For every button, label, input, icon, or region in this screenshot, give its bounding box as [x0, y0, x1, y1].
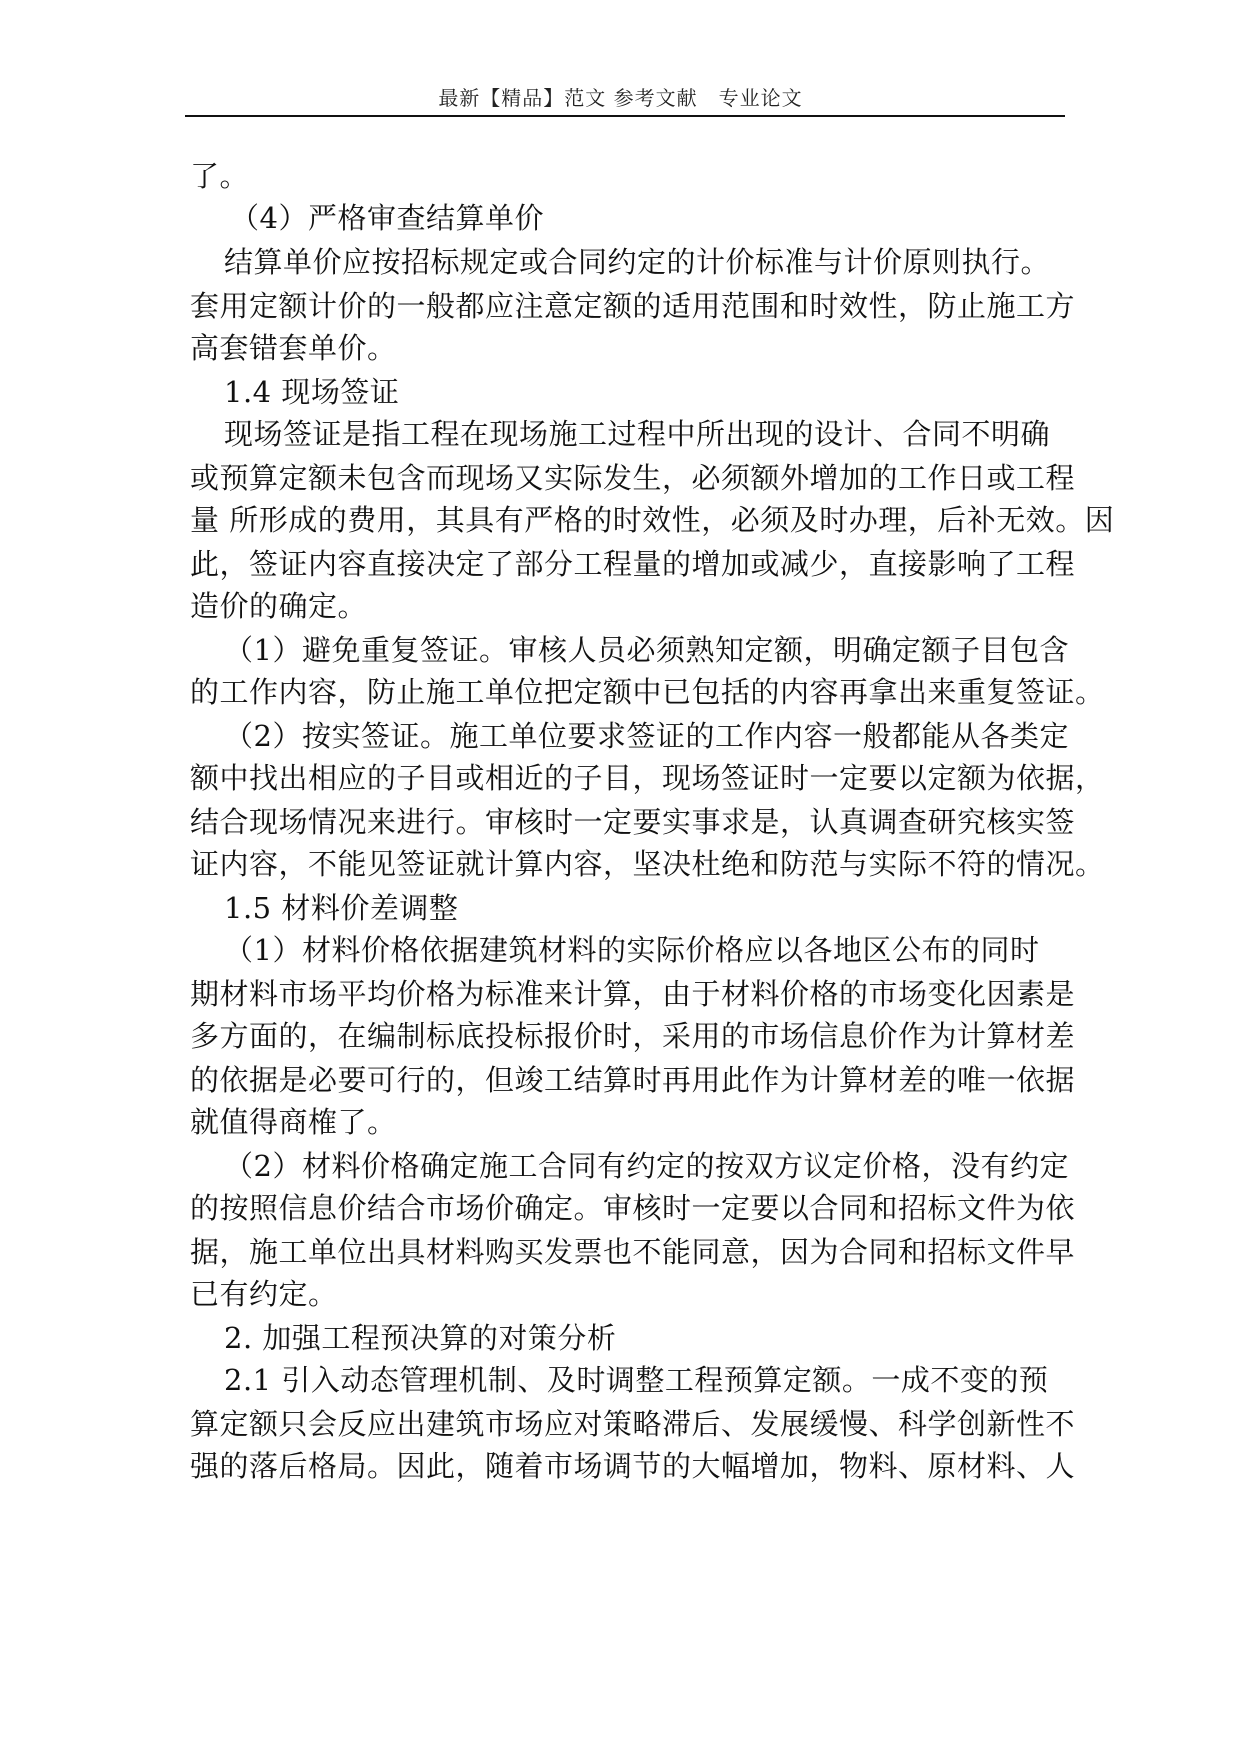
text-line: 了。	[190, 159, 250, 193]
text-line: 现场签证是指工程在现场施工过程中所出现的设计、合同不明确	[224, 417, 1051, 451]
text-line: （1）材料价格依据建筑材料的实际价格应以各地区公布的同时	[224, 933, 1040, 967]
text-line: 算定额只会反应出建筑市场应对策略滞后、发展缓慢、科学创新性不	[190, 1407, 1076, 1441]
text-line: 已有约定。	[190, 1277, 338, 1311]
text-line: 强的落后格局。因此，随着市场调节的大幅增加，物料、原材料、人	[190, 1449, 1076, 1483]
text-line: 多方面的，在编制标底投标报价时，采用的市场信息价作为计算材差	[190, 1019, 1076, 1053]
text-line: 的按照信息价结合市场价确定。审核时一定要以合同和招标文件为依	[190, 1191, 1076, 1225]
text-line: 就值得商榷了。	[190, 1105, 397, 1139]
text-line: （2）材料价格确定施工合同有约定的按双方议定价格，没有约定	[224, 1149, 1069, 1183]
text-line: 证内容，不能见签证就计算内容，坚决杜绝和防范与实际不符的情况。	[190, 847, 1105, 881]
page-header: 最新【精品】范文 参考文献 专业论文	[438, 86, 803, 110]
text-line: 套用定额计价的一般都应注意定额的适用范围和时效性，防止施工方	[190, 289, 1076, 323]
text-line: 的依据是必要可行的，但竣工结算时再用此作为计算材差的唯一依据	[190, 1063, 1076, 1097]
text-line: 高套错套单价。	[190, 331, 397, 365]
text-line: 期材料市场平均价格为标准来计算，由于材料价格的市场变化因素是	[190, 977, 1076, 1011]
section-heading: 1.5 材料价差调整	[224, 891, 459, 925]
section-heading: 1.4 现场签证	[224, 375, 400, 409]
header-divider	[185, 115, 1065, 117]
text-line: 额中找出相应的子目或相近的子目，现场签证时一定要以定额为依据，	[190, 761, 1105, 795]
section-heading: （4）严格审查结算单价	[230, 201, 544, 235]
text-line: 2.1 引入动态管理机制、及时调整工程预算定额。一成不变的预	[224, 1363, 1049, 1397]
text-line: 结合现场情况来进行。审核时一定要实事求是，认真调查研究核实签	[190, 805, 1076, 839]
text-line: 造价的确定。	[190, 589, 368, 623]
text-line: 量 所形成的费用，其具有严格的时效性，必须及时办理，后补无效。因	[190, 503, 1115, 537]
text-line: 的工作内容，防止施工单位把定额中已包括的内容再拿出来重复签证。	[190, 675, 1105, 709]
text-line: 据，施工单位出具材料购买发票也不能同意，因为合同和招标文件早	[190, 1235, 1076, 1269]
text-line: （2）按实签证。施工单位要求签证的工作内容一般都能从各类定	[224, 719, 1069, 753]
text-line: 或预算定额未包含而现场又实际发生，必须额外增加的工作日或工程	[190, 461, 1076, 495]
section-heading: 2. 加强工程预决算的对策分析	[224, 1321, 617, 1355]
text-line: 此，签证内容直接决定了部分工程量的增加或减少，直接影响了工程	[190, 547, 1076, 581]
text-line: 结算单价应按招标规定或合同约定的计价标准与计价原则执行。	[224, 245, 1051, 279]
text-line: （1）避免重复签证。审核人员必须熟知定额，明确定额子目包含	[224, 633, 1069, 667]
